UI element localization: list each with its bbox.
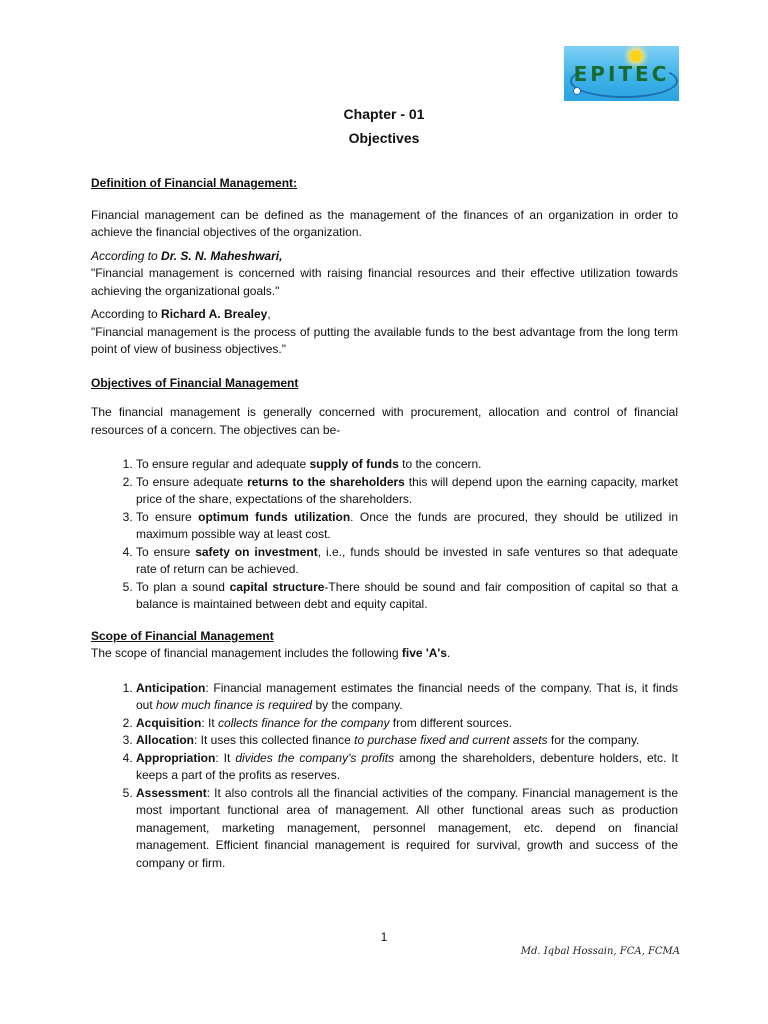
- intro-text: .: [446, 646, 451, 660]
- author-signature: Md. Iqbal Hossain, FCA, FCMA: [520, 946, 680, 957]
- quote2-author: Richard A. Brealey: [161, 307, 268, 321]
- intro-text: The scope of financial management includes the following: [91, 646, 402, 660]
- item-text: To ensure regular and adequate: [136, 457, 310, 471]
- quote1-author: Dr. S. N. Maheshwari,: [161, 248, 283, 263]
- list-item: [136, 544, 678, 579]
- item-text: from different sources.: [389, 715, 512, 730]
- intro-bold: five 'A's: [401, 646, 447, 660]
- item-text: : It uses this collected finance: [194, 733, 355, 747]
- item-text: To ensure: [136, 544, 196, 559]
- list-item: [136, 785, 678, 873]
- item-bold: Assessment: [136, 785, 207, 800]
- item-text: by the company.: [312, 698, 403, 712]
- item-text: To plan a sound: [136, 579, 230, 594]
- chapter-subtitle: Objectives: [348, 130, 420, 146]
- item-bold: optimum funds utilization: [198, 509, 351, 524]
- scope-list: [91, 680, 678, 873]
- quote1-text: "Financial management is concerned with raising financial resources and their effective utilization towards achieving the organizational goals.": [91, 266, 678, 298]
- item-bold: Anticipation: [136, 680, 206, 695]
- item-text: -There should be sound and fair composition of capital so that a balance is maintained between debt and equity capital.: [136, 579, 678, 611]
- quote2-prefix: According to: [91, 307, 162, 321]
- item-bold: returns to the shareholders: [247, 474, 405, 489]
- item-bold: Appropriation: [136, 750, 216, 765]
- item-text: : It: [201, 715, 219, 730]
- document-body: [91, 175, 678, 872]
- list-item: [136, 732, 678, 750]
- item-text: , i.e., funds should be invested in safe ventures so that adequate rate of return can be achieved.: [136, 544, 678, 576]
- quote2-text: "Financial management is the process of putting the available funds to the best advantage from the long term point of view of business objectives.": [91, 324, 678, 356]
- list-item: [136, 509, 678, 544]
- item-text: : It also controls all the financial activities of the company. Financial management is the most important functional area of management. All other functional areas such as production management, marketing management, personnel management, etc. depend on financial management. Efficient financial management is required for survival, growth and success of the company or firm.: [136, 785, 678, 870]
- dot-icon: [573, 87, 581, 95]
- item-text: : Financial management estimates the financial needs of the company. That is, it finds out: [136, 680, 678, 712]
- objectives-intro: The financial management is generally concerned with procurement, allocation and control of financial resources of a concern. The objectives can be-: [91, 405, 678, 437]
- item-bold: Allocation: [136, 733, 195, 747]
- item-bold: capital structure: [229, 579, 325, 594]
- item-text: To ensure: [136, 509, 199, 524]
- quote1-attribution: [91, 248, 678, 266]
- item-bold: supply of funds: [309, 457, 399, 471]
- objectives-heading: Objectives of Financial Management: [91, 375, 299, 390]
- quote1-prefix: According to: [91, 248, 162, 263]
- list-item: [136, 715, 678, 733]
- item-italic: collects finance for the company: [218, 715, 390, 730]
- list-item: [136, 680, 678, 715]
- item-text: for the company.: [547, 733, 640, 747]
- quote2-attribution: [91, 306, 678, 324]
- list-item: [136, 474, 678, 509]
- scope-heading: Scope of Financial Management: [91, 628, 274, 643]
- item-text: to the concern.: [398, 457, 482, 471]
- quote2-comma: ,: [267, 307, 271, 321]
- list-item: [136, 750, 678, 785]
- item-text: among the shareholders, debenture holders, etc. It keeps a part of the profits as reserves.: [136, 750, 679, 782]
- item-text: To ensure adequate: [136, 474, 248, 489]
- logo-text: EPITEC: [573, 62, 670, 86]
- definition-heading: Definition of Financial Management:: [91, 176, 298, 190]
- item-bold: Acquisition: [136, 715, 202, 730]
- objectives-list: [91, 456, 678, 614]
- list-item: [136, 456, 678, 474]
- epitec-logo: [564, 46, 679, 101]
- sun-icon: [630, 50, 642, 62]
- item-italic: to purchase fixed and current assets: [354, 733, 548, 747]
- definition-intro: Financial management can be defined as the management of the finances of an organization in order to achieve the financial objectives of the organization.: [91, 207, 678, 239]
- item-bold: safety on investment: [195, 544, 318, 559]
- list-item: [136, 579, 678, 614]
- item-text: this will depend upon the earning capacity, market price of the share, expectations of the shareholders.: [136, 474, 678, 506]
- item-text: : It: [215, 750, 236, 765]
- item-italic: divides the company's profits: [235, 750, 395, 765]
- page-number: 1: [380, 930, 388, 944]
- scope-intro: [91, 645, 678, 663]
- chapter-title: Chapter - 01: [343, 106, 425, 122]
- item-text: . Once the funds are procured, they should be utilized in maximum possible way at least cost.: [136, 509, 678, 541]
- item-italic: how much finance is required: [156, 698, 313, 712]
